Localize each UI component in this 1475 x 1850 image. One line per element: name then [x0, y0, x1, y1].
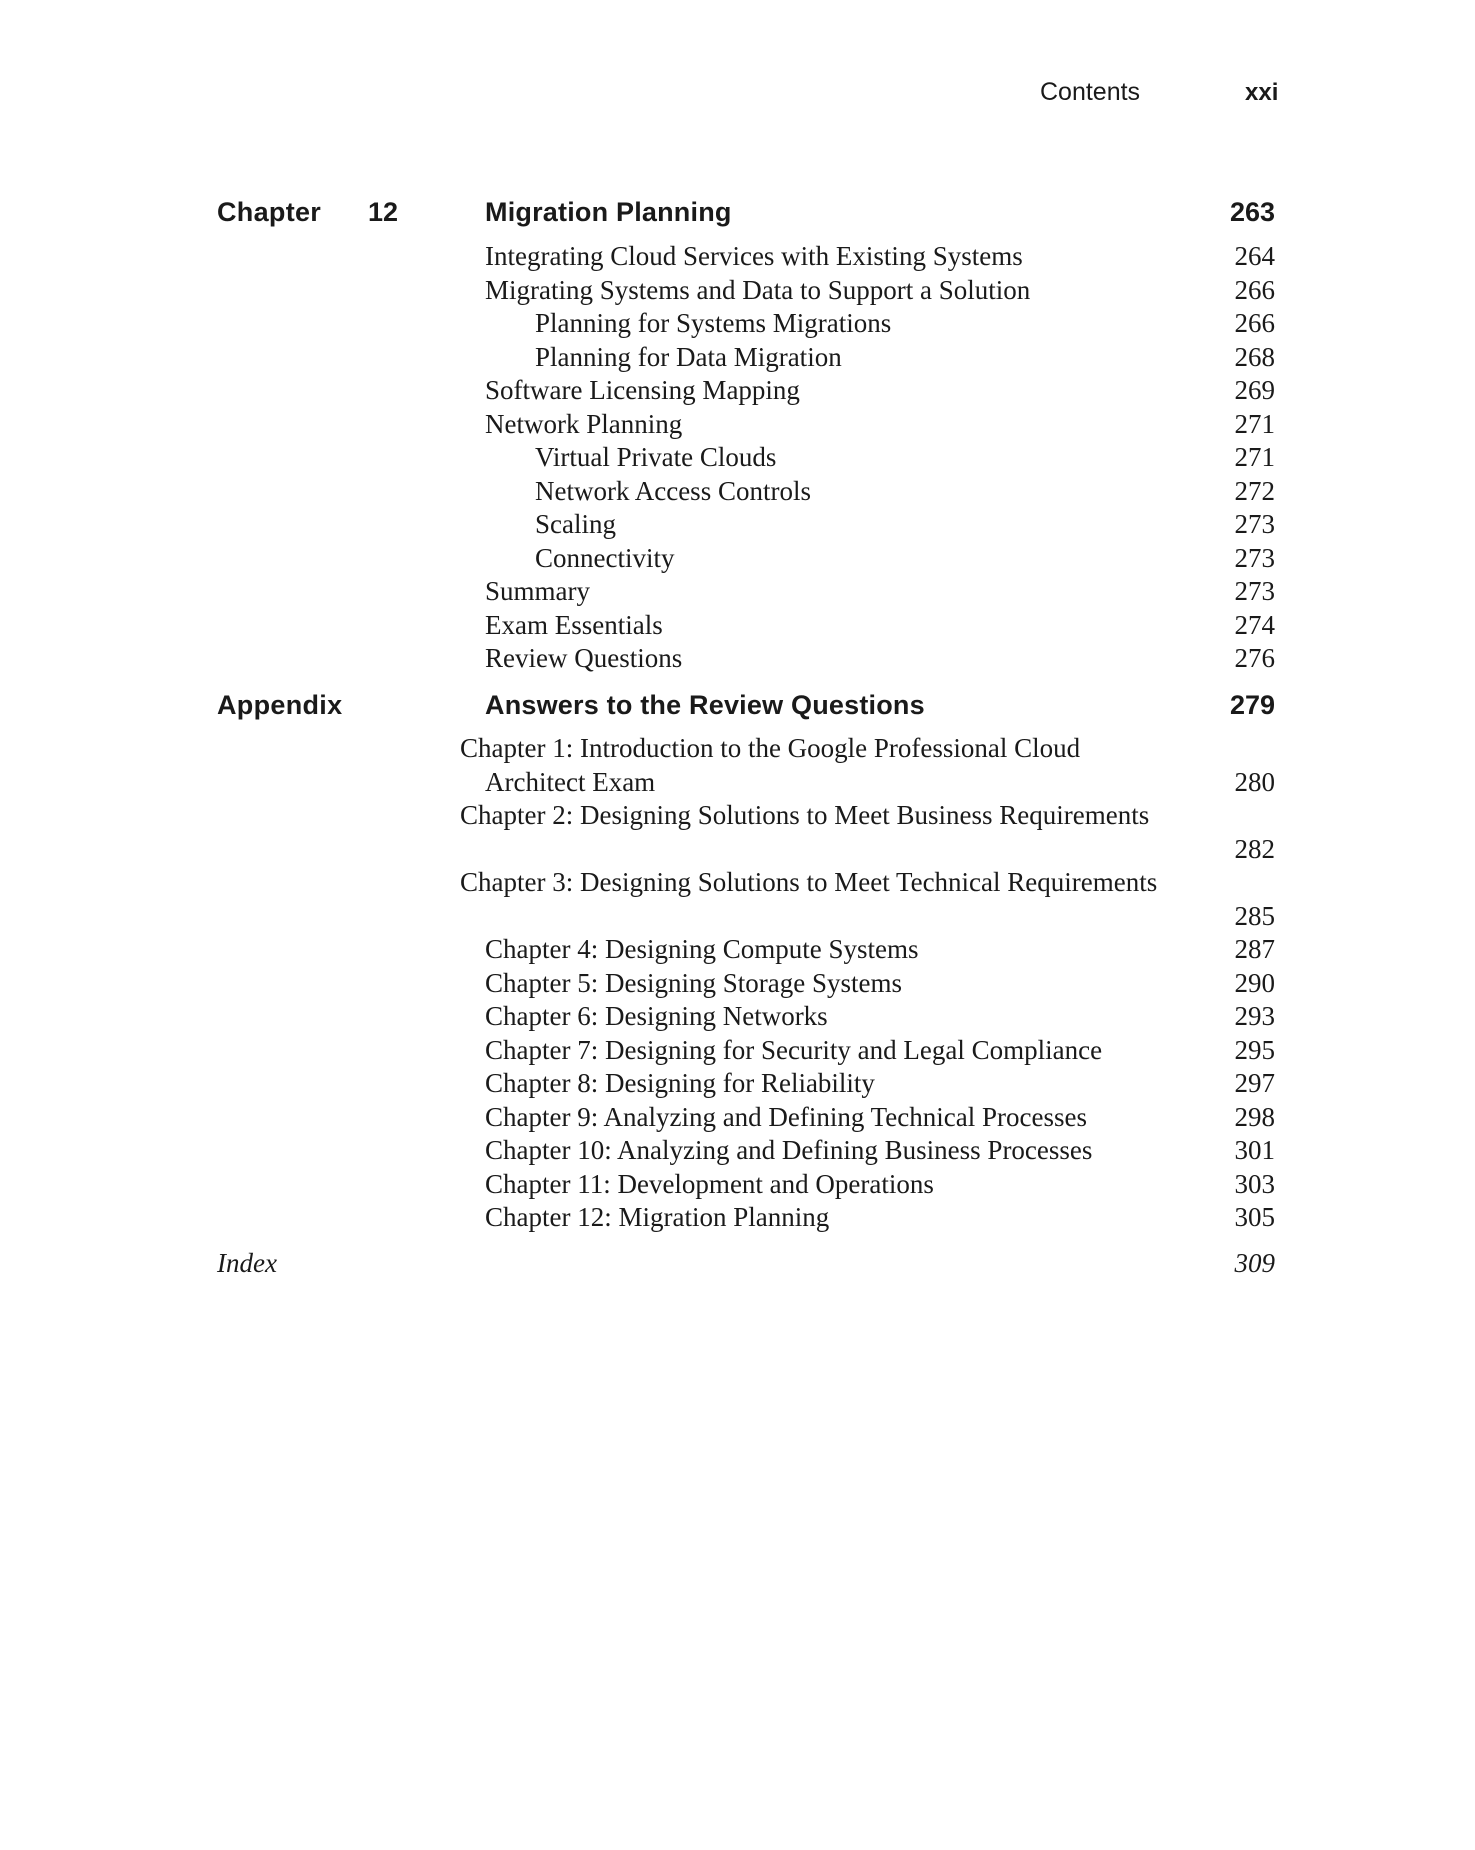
toc-entry-title: Summary	[485, 576, 590, 606]
toc-entry	[0, 408, 1475, 442]
toc-entry	[0, 866, 1475, 933]
toc-entry-title: Chapter 12: Migration Planning	[485, 1202, 830, 1232]
toc-entry	[0, 508, 1475, 542]
toc-entry	[0, 341, 1475, 375]
toc-entry-page: 282	[1234, 833, 1275, 864]
toc-entry	[0, 799, 1475, 866]
toc-entry	[0, 374, 1475, 408]
toc-entry-page: 297	[1234, 1068, 1275, 1098]
toc-entry-title: Chapter 8: Designing for Reliability	[485, 1068, 875, 1098]
toc-entry-title: Exam Essentials	[485, 609, 663, 640]
toc-entry-title: Connectivity	[535, 542, 675, 573]
toc-entry-page: 287	[1234, 934, 1275, 964]
toc-entry-page: 266	[1234, 274, 1275, 305]
toc-entry	[0, 967, 1475, 1001]
index-label: Index	[217, 1248, 277, 1278]
toc-entry	[0, 240, 1475, 274]
toc-entry-page: 271	[1234, 442, 1275, 472]
toc-entry-title: Chapter 5: Designing Storage Systems	[485, 967, 902, 998]
toc-entry-title: Migrating Systems and Data to Support a Solution	[485, 274, 1031, 305]
toc-entry-title: Network Planning	[485, 408, 683, 439]
toc-entry	[0, 732, 1475, 799]
toc-entry	[0, 933, 1475, 967]
part-label: Appendix	[217, 690, 343, 720]
toc-entry	[0, 575, 1475, 609]
toc-entry-title: Chapter 1: Introduction to the Google Professional Cloud Architect Exam	[460, 733, 1081, 797]
toc-entry	[0, 1201, 1475, 1235]
toc-entry-title: Chapter 11: Development and Operations	[485, 1168, 934, 1199]
toc-entry-title: Chapter 9: Analyzing and Defining Technical Processes	[485, 1101, 1087, 1132]
toc-entry	[0, 475, 1475, 509]
toc-entry-title: Planning for Data Migration	[535, 341, 842, 372]
toc-entry-title: Chapter 10: Analyzing and Defining Business Processes	[485, 1135, 1093, 1165]
toc-entry-title: Chapter 7: Designing for Security and Legal Compliance	[485, 1034, 1103, 1065]
toc-entry-page: 274	[1234, 609, 1275, 640]
toc-entry-page: 271	[1234, 408, 1275, 439]
toc-entry	[0, 1168, 1475, 1202]
chapter-12-entries	[0, 240, 1475, 676]
toc-entry-title: Planning for Systems Migrations	[535, 308, 892, 338]
toc-entry-page: 264	[1234, 241, 1275, 271]
part-title: Answers to the Review Questions	[485, 690, 925, 720]
index-page: 309	[1234, 1248, 1275, 1278]
toc-entry	[0, 307, 1475, 341]
toc-entry-page: 295	[1234, 1034, 1275, 1065]
toc-entry-page: 273	[1234, 509, 1275, 539]
toc-entry	[0, 609, 1475, 643]
part-label: Chapter	[217, 197, 322, 227]
toc-entry	[0, 1134, 1475, 1168]
toc-entry-page: 269	[1234, 375, 1275, 405]
toc-entry-page: 303	[1234, 1168, 1275, 1199]
toc-entry-page: 280	[1234, 766, 1275, 797]
part-title: Migration Planning	[485, 197, 732, 227]
toc-entry-page: 268	[1234, 341, 1275, 372]
toc-entry-title: Network Access Controls	[535, 475, 811, 506]
toc-entry	[0, 1067, 1475, 1101]
toc-entry-title: Chapter 2: Designing Solutions to Meet Business Requirements	[460, 800, 1150, 830]
toc-entry-page: 276	[1234, 643, 1275, 673]
toc-entry	[0, 1101, 1475, 1135]
toc-entry-page: 273	[1234, 542, 1275, 573]
toc-entry	[0, 542, 1475, 576]
toc-entry	[0, 441, 1475, 475]
toc-entry-title: Review Questions	[485, 643, 683, 673]
toc-entry	[0, 1034, 1475, 1068]
appendix-entries	[0, 732, 1475, 1235]
toc-entry-page: 266	[1234, 308, 1275, 338]
toc-entry-page: 301	[1234, 1135, 1275, 1165]
toc-entry-title: Integrating Cloud Services with Existing Systems	[485, 241, 1023, 271]
toc-entry	[0, 642, 1475, 676]
running-head-title: Contents	[1040, 78, 1141, 106]
toc-entry	[0, 1000, 1475, 1034]
toc-entry-page: 290	[1234, 967, 1275, 998]
part-page: 263	[1229, 197, 1275, 227]
toc-entry-page: 298	[1234, 1101, 1275, 1132]
toc-entry-page: 272	[1234, 475, 1275, 506]
part-number: 12	[368, 197, 399, 227]
toc-entry-title: Software Licensing Mapping	[485, 375, 800, 405]
running-head	[1040, 78, 1290, 112]
toc-entry-page: 293	[1234, 1001, 1275, 1031]
toc-entry-title: Virtual Private Clouds	[535, 442, 777, 472]
toc-entry-title: Chapter 4: Designing Compute Systems	[485, 934, 919, 964]
toc-entry-page: 305	[1234, 1202, 1275, 1232]
toc-entry-page: 273	[1234, 576, 1275, 606]
part-page: 279	[1229, 690, 1275, 720]
toc-entry-title: Chapter 6: Designing Networks	[485, 1001, 828, 1031]
toc-entry	[0, 274, 1475, 308]
toc-entry-page: 285	[1234, 900, 1275, 931]
toc-entry-title: Chapter 3: Designing Solutions to Meet Technical Requirements	[460, 867, 1158, 897]
toc-entry-title: Scaling	[535, 509, 616, 539]
running-head-page-number: xxi	[1245, 79, 1279, 106]
